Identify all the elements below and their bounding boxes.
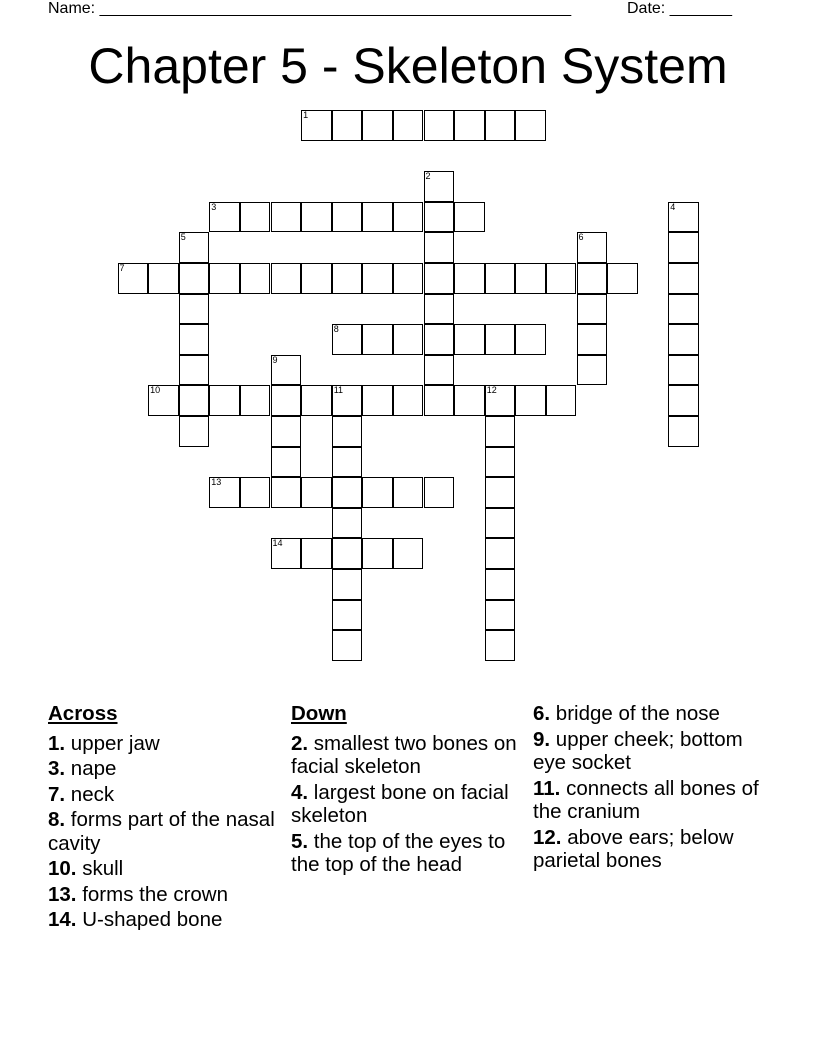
grid-cell[interactable] [668,263,699,294]
clue-item-text: forms part of the nasal cavity [48,808,275,855]
grid-cell[interactable] [179,232,210,263]
clue-number: 13 [211,477,222,488]
grid-cell[interactable] [179,385,210,416]
grid-cell[interactable] [332,202,363,233]
grid-cell[interactable] [485,263,516,294]
grid-cell[interactable] [454,202,485,233]
grid-cell[interactable] [485,385,516,416]
clue-number: 3 [211,201,217,212]
grid-cell[interactable] [424,355,455,386]
grid-cell[interactable] [485,110,516,141]
grid-cell[interactable] [607,263,638,294]
grid-cell[interactable] [209,202,240,233]
clue-item [48,883,278,907]
grid-cell[interactable] [546,263,577,294]
grid-cell[interactable] [240,385,271,416]
clue-number: 11 [333,385,344,396]
clue-item [533,777,773,824]
down-clue-list-continued [533,702,773,873]
page-title: Chapter 5 - Skeleton System [88,38,728,94]
grid-cell[interactable] [393,538,424,569]
clue-item-number: 13. [48,882,77,906]
grid-cell[interactable] [424,324,455,355]
clue-item-text: smallest two bones on facial skeleton [291,731,517,778]
grid-cell[interactable] [209,385,240,416]
grid-cell[interactable] [332,538,363,569]
grid-cell[interactable] [332,385,363,416]
clue-item [533,702,773,726]
grid-cell[interactable] [240,477,271,508]
grid-cell[interactable] [271,385,302,416]
grid-cell[interactable] [577,294,608,325]
clue-item-number: 6. [533,702,551,725]
grid-cell[interactable] [332,416,363,447]
grid-cell[interactable] [179,324,210,355]
clue-number: 4 [670,201,676,212]
grid-cell[interactable] [424,385,455,416]
clue-number: 8 [333,324,339,335]
grid-cell[interactable] [393,385,424,416]
grid-cell[interactable] [485,447,516,478]
grid-cell[interactable] [424,110,455,141]
grid-cell[interactable] [668,385,699,416]
grid-cell[interactable] [362,538,393,569]
grid-cell[interactable] [301,202,332,233]
grid-cell[interactable] [362,110,393,141]
clue-item-text: nape [65,757,117,780]
grid-cell[interactable] [485,538,516,569]
clue-item-text: neck [65,782,115,806]
grid-cell[interactable] [118,263,149,294]
grid-cell[interactable] [332,110,363,141]
down-clues-continued [533,702,773,875]
grid-cell[interactable] [485,600,516,631]
grid-cell[interactable] [148,263,179,294]
clue-item-number: 8. [48,808,66,831]
clue-item-number: 2. [291,731,309,755]
grid-cell[interactable] [271,355,302,386]
grid-cell[interactable] [362,385,393,416]
clue-item-text: skull [76,857,124,880]
grid-cell[interactable] [362,202,393,233]
grid-cell[interactable] [301,263,332,294]
clue-number: 6 [578,232,584,243]
grid-cell[interactable] [301,538,332,569]
grid-cell[interactable] [668,324,699,355]
grid-cell[interactable] [271,477,302,508]
grid-cell[interactable] [515,324,546,355]
grid-cell[interactable] [668,294,699,325]
grid-cell[interactable] [148,385,179,416]
clue-number: 1 [303,110,309,120]
grid-cell[interactable] [454,385,485,416]
grid-cell[interactable] [332,324,363,355]
grid-cell[interactable] [271,202,302,233]
grid-cell[interactable] [393,477,424,508]
grid-cell[interactable] [668,355,699,386]
grid-cell[interactable] [393,324,424,355]
grid-cell[interactable] [393,202,424,233]
grid-cell[interactable] [179,355,210,386]
grid-cell[interactable] [577,355,608,386]
clue-number: 12 [486,385,497,396]
grid-cell[interactable] [515,385,546,416]
clue-item-number: 10. [48,857,77,880]
clue-item-text: above ears; below parietal bones [533,825,734,872]
clue-item [48,757,278,781]
clue-item-text: U-shaped bone [76,908,223,931]
grid-cell[interactable] [424,294,455,325]
clue-item [48,808,278,855]
clue-item-text: the top of the eyes to the top of the head [291,829,506,876]
grid-cell[interactable] [362,324,393,355]
clue-item-number: 7. [48,782,66,806]
grid-cell[interactable] [271,416,302,447]
clue-number: 14 [272,538,283,549]
grid-cell[interactable] [515,263,546,294]
grid-cell[interactable] [332,477,363,508]
clue-item-text: largest bone on facial skeleton [291,780,509,827]
grid-cell[interactable] [301,385,332,416]
clue-item [533,728,773,775]
grid-cell[interactable] [240,263,271,294]
grid-cell[interactable] [301,110,332,141]
clue-item-number: 14. [48,908,77,931]
grid-cell[interactable] [424,202,455,233]
grid-cell[interactable] [332,630,363,661]
grid-cell[interactable] [393,263,424,294]
clue-item [48,857,278,881]
date-field-label: Date: _______ [627,0,732,17]
across-clue-list [48,732,278,932]
clue-number: 2 [425,171,431,182]
clue-item-number: 3. [48,757,66,780]
across-heading: Across [48,702,118,725]
grid-cell[interactable] [332,600,363,631]
grid-cell[interactable] [485,324,516,355]
grid-cell[interactable] [240,202,271,233]
grid-cell[interactable] [209,477,240,508]
clue-number: 9 [272,354,278,365]
grid-cell[interactable] [424,171,455,202]
clue-item-text: bridge of the nose [550,702,720,725]
grid-cell[interactable] [332,569,363,600]
grid-cell[interactable] [424,263,455,294]
grid-cell[interactable] [454,324,485,355]
grid-cell[interactable] [668,416,699,447]
grid-cell[interactable] [515,110,546,141]
across-clues [48,702,278,934]
grid-cell[interactable] [301,477,332,508]
clue-item-text: connects all bones of the cranium [533,776,759,823]
clue-item [291,830,526,877]
clue-number: 10 [150,385,161,396]
grid-cell[interactable] [393,110,424,141]
down-clue-list [291,732,526,877]
clue-item-number: 1. [48,731,66,755]
grid-cell[interactable] [209,263,240,294]
down-heading: Down [291,702,347,725]
clue-item [48,732,278,756]
grid-cell[interactable] [577,324,608,355]
clue-item [48,908,278,932]
clue-number: 5 [180,232,186,243]
down-clues [291,702,526,879]
clue-number: 7 [119,263,125,273]
grid-cell[interactable] [424,232,455,263]
grid-cell[interactable] [668,202,699,233]
grid-cell[interactable] [362,263,393,294]
clue-item [533,826,773,873]
grid-cell[interactable] [332,447,363,478]
grid-cell[interactable] [179,294,210,325]
grid-cell[interactable] [485,508,516,539]
name-field-label: Name: _____________________________________________________ [48,0,572,17]
clue-item-number: 4. [291,780,309,804]
grid-cell[interactable] [271,447,302,478]
grid-cell[interactable] [485,416,516,447]
grid-cell[interactable] [332,508,363,539]
grid-cell[interactable] [454,110,485,141]
clue-item-number: 11. [533,776,561,800]
grid-cell[interactable] [668,232,699,263]
clue-item-number: 9. [533,727,551,751]
grid-cell[interactable] [271,263,302,294]
grid-cell[interactable] [546,385,577,416]
grid-cell[interactable] [485,477,516,508]
clue-item [291,732,526,779]
grid-cell[interactable] [179,263,210,294]
grid-cell[interactable] [454,263,485,294]
clue-item-text: upper jaw [65,731,160,755]
grid-cell[interactable] [485,630,516,661]
grid-cell[interactable] [362,477,393,508]
clue-item-number: 12. [533,825,562,849]
clue-item-number: 5. [291,829,309,853]
clue-item-text: upper cheek; bottom eye socket [533,727,743,774]
grid-cell[interactable] [179,416,210,447]
grid-cell[interactable] [485,569,516,600]
clue-item [48,783,278,807]
clue-item-text: forms the crown [76,882,229,906]
grid-cell[interactable] [271,538,302,569]
grid-cell[interactable] [577,263,608,294]
grid-cell[interactable] [332,263,363,294]
grid-cell[interactable] [577,232,608,263]
grid-cell[interactable] [424,477,455,508]
clue-item [291,781,526,828]
